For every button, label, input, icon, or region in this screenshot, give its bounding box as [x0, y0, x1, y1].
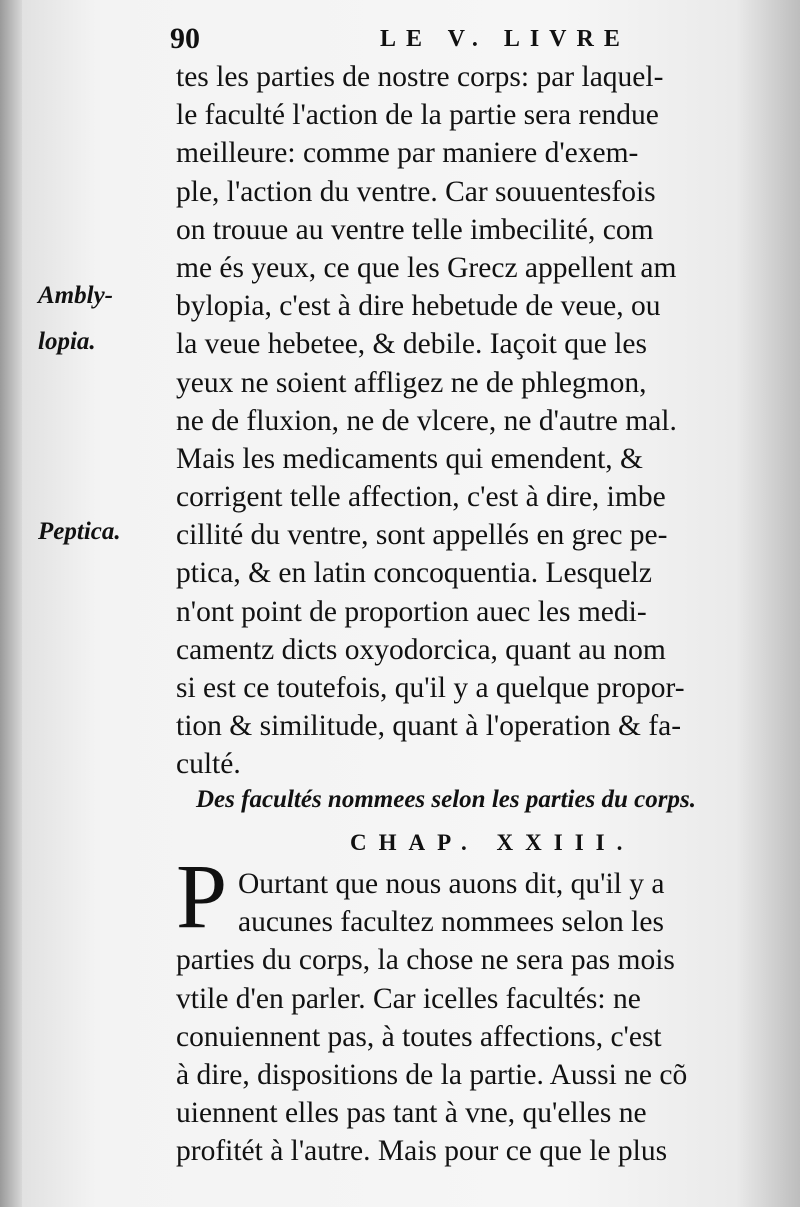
- text-line: bylopia, c'est à dire hebetude de veue, ou: [176, 290, 661, 323]
- text-line: tion & similitude, quant à l'operation & fa-: [176, 710, 682, 743]
- page-header: [170, 22, 770, 56]
- text-line: ne de fluxion, ne de vlcere, ne d'autre mal.: [176, 404, 677, 437]
- page-number: 90: [170, 22, 200, 55]
- text-line: ptica, & en latin concoquentia. Lesquelz: [176, 557, 652, 590]
- margin-note-peptica: Peptica.: [38, 518, 121, 545]
- main-text: [176, 58, 776, 784]
- chapter-heading: CHAP. XXIII.: [350, 830, 635, 855]
- text-line: corrigent telle affection, c'est à dire, imbe: [176, 481, 666, 514]
- text-line: culté.: [176, 748, 241, 781]
- text-line: uiennent elles pas tant à vne, qu'elles ne: [176, 1097, 647, 1130]
- chapter-text: [176, 866, 786, 1172]
- text-line: si est ce toutefois, qu'il y a quelque propor-: [176, 672, 685, 704]
- text-line: aucunes facultez nommees selon les: [238, 906, 664, 939]
- text-line: tes les parties de nostre corps: par laquel-: [176, 61, 664, 93]
- text-line: meilleure: comme par maniere d'exem-: [176, 137, 639, 170]
- running-head: LE V. LIVRE: [380, 26, 630, 52]
- page-gutter: [0, 0, 22, 1207]
- text-line: ple, l'action du ventre. Car souuentesfois: [176, 175, 656, 208]
- text-line: yeux ne soient affligez ne de phlegmon,: [176, 366, 647, 399]
- text-line: la veue hebetee, & debile. Iaçoit que les: [176, 328, 647, 361]
- margin-note-amblyopia-2: lopia.: [38, 328, 96, 355]
- chapter-subtitle: Des facultés nommees selon les parties du corps.: [196, 786, 696, 813]
- text-line: Mais les medicaments qui emendent, &: [176, 442, 643, 475]
- text-line: n'ont point de proportion auec les medi-: [176, 595, 647, 628]
- text-line: on trouue au ventre telle imbecilité, com: [176, 213, 654, 246]
- text-line: cillité du ventre, sont appellés en grec pe-: [176, 519, 668, 552]
- text-line: profitét à l'autre. Mais pour ce que le plus: [176, 1135, 668, 1168]
- margin-note-amblyopia-1: Ambly-: [38, 282, 113, 309]
- text-line: parties du corps, la chose ne sera pas mois: [176, 944, 675, 977]
- text-line: à dire, dispositions de la partie. Aussi ne cõ: [176, 1058, 688, 1091]
- text-line: camentz dicts oxyodorcica, quant au nom: [176, 633, 666, 666]
- text-line: me és yeux, ce que les Grecz appellent am: [176, 251, 677, 284]
- text-line: Ourtant que nous auons dit, qu'il y a: [238, 868, 665, 900]
- drop-cap: P: [176, 845, 228, 947]
- text-line: vtile d'en parler. Car icelles facultés: ne: [176, 982, 641, 1015]
- text-line: conuiennent pas, à toutes affections, c'est: [176, 1020, 662, 1053]
- text-line: le faculté l'action de la partie sera rendue: [176, 99, 659, 132]
